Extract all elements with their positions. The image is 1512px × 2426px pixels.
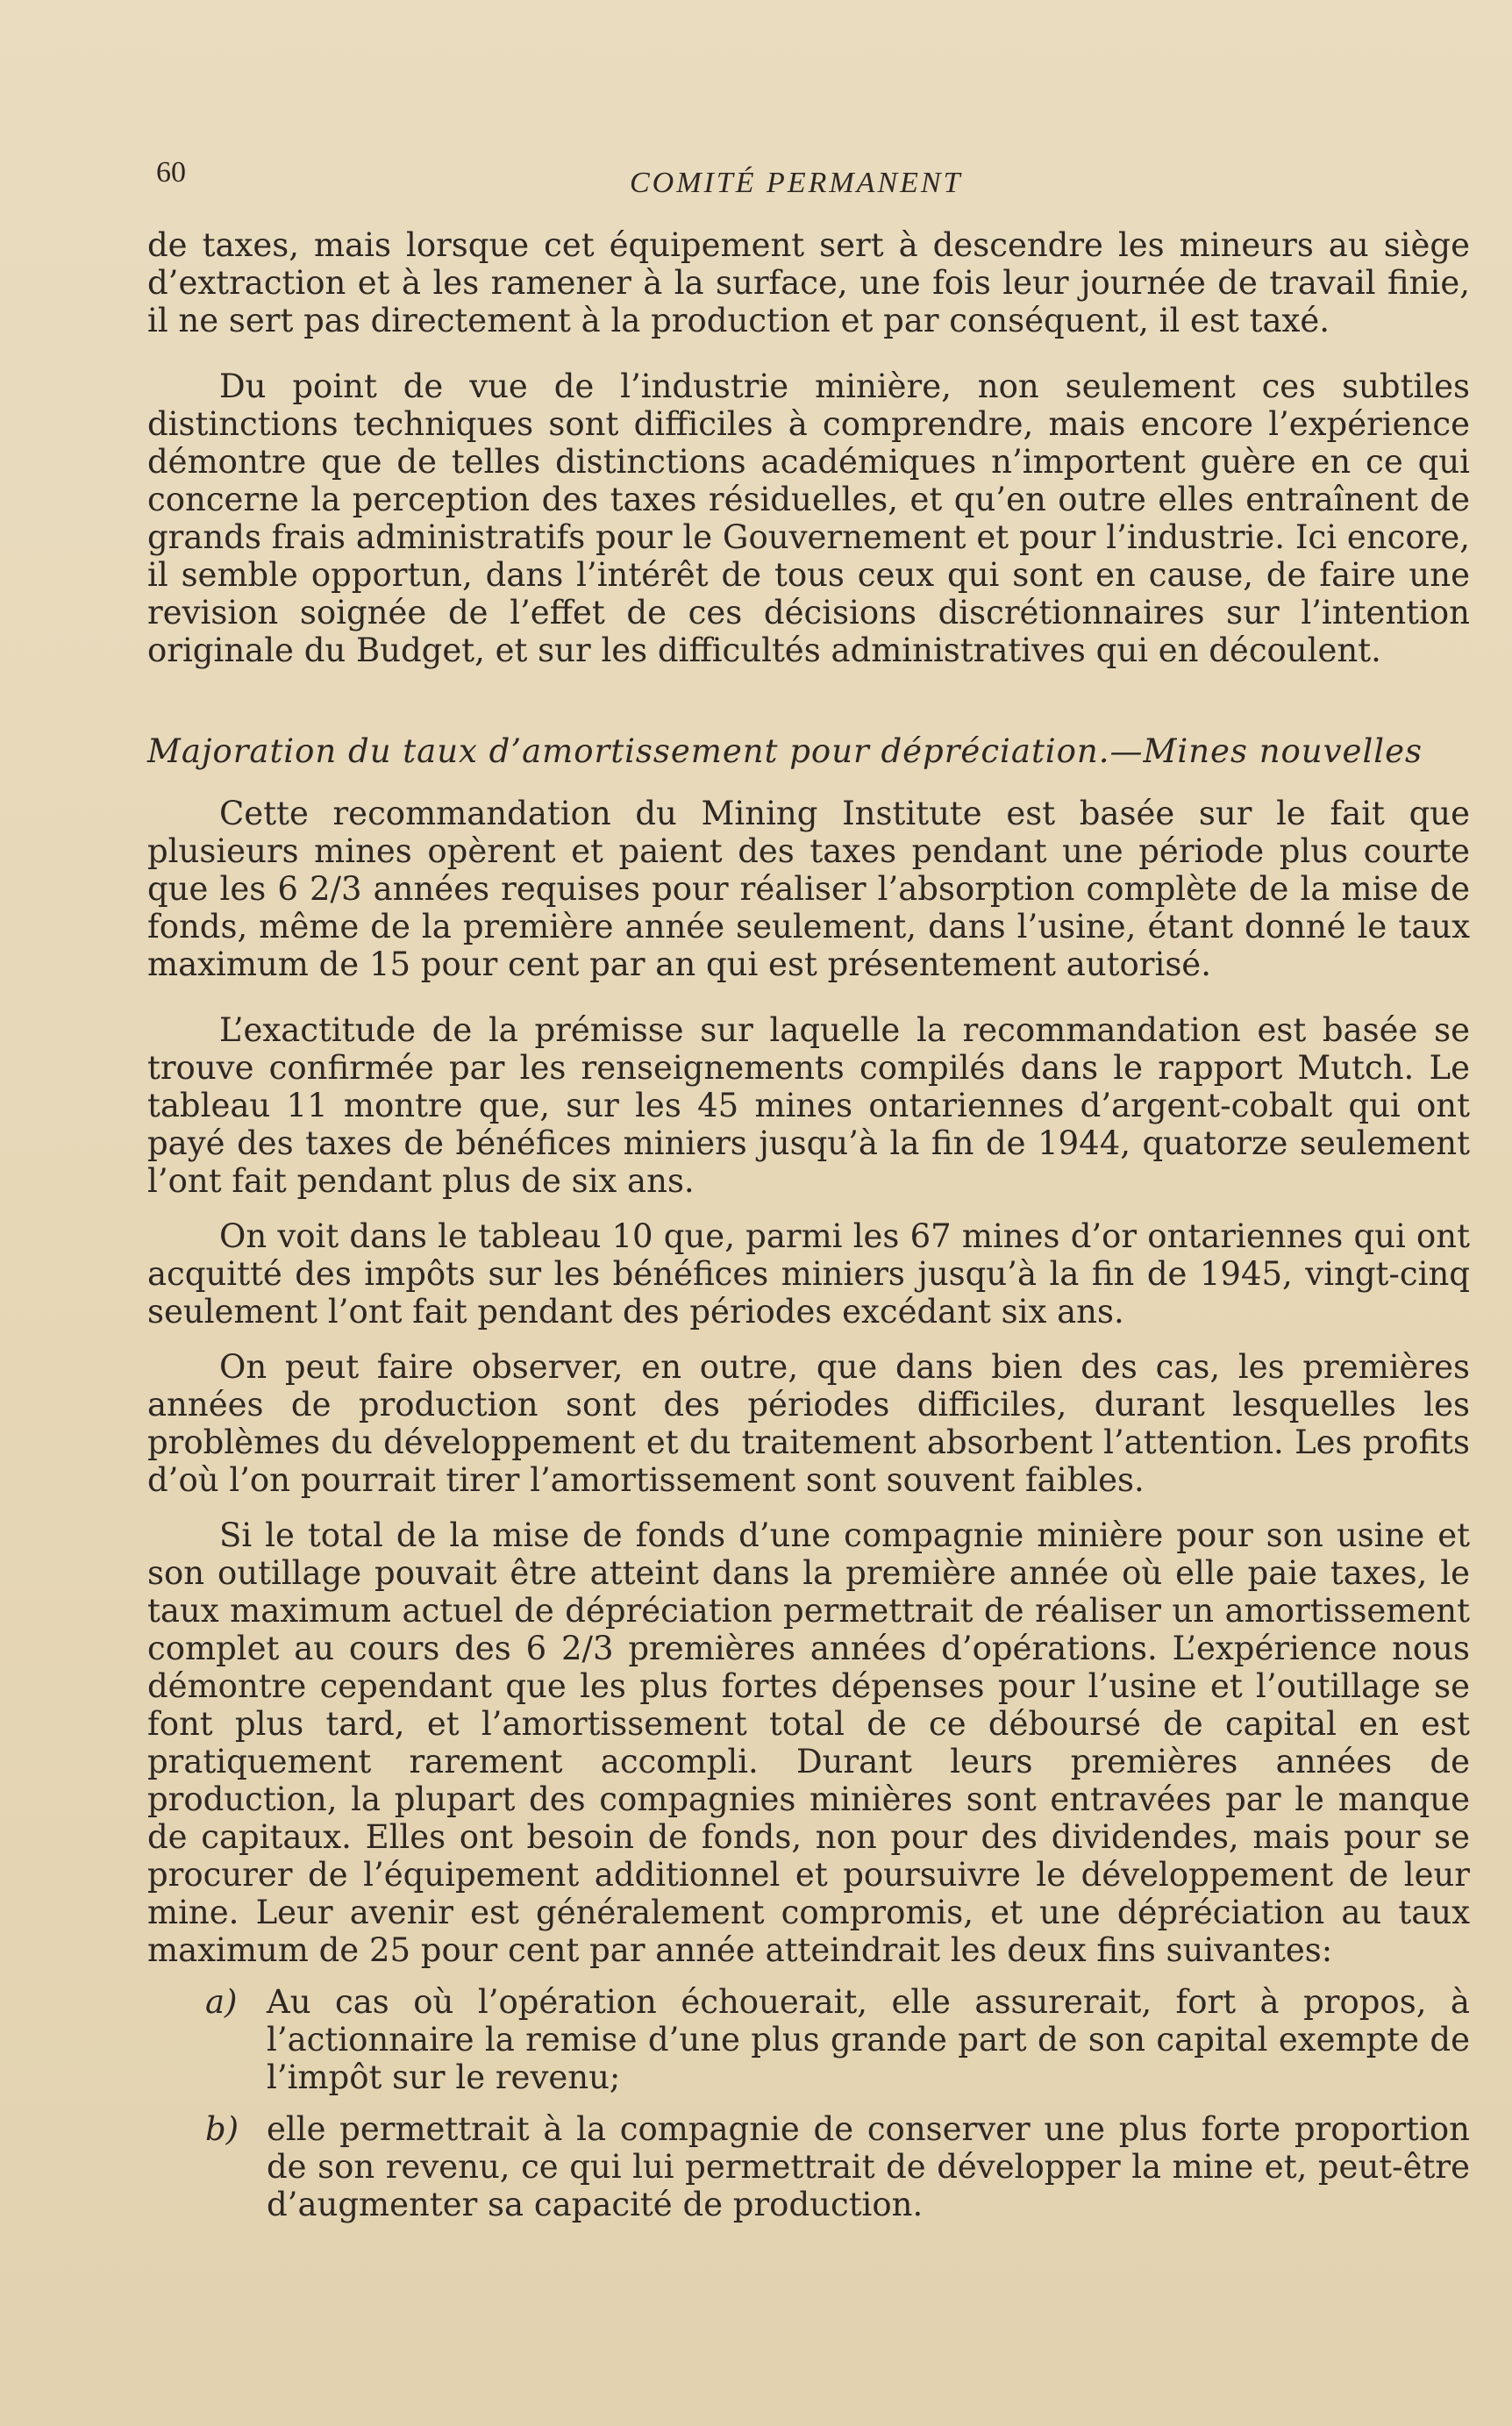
list-text: elle permettrait à la compagnie de conserver une plus forte proportion de son revenu, ce qui lui permettrait de développer la mine et, peut-être d’augmenter sa capacité de production. (267, 2110, 1470, 2223)
list-marker: b) (205, 2110, 239, 2148)
document-body (147, 226, 1470, 2223)
paragraph-5: On voit dans le tableau 10 que, parmi les 67 mines d’or ontariennes qui ont acquitté des impôts sur les bénéfices miniers jusqu’à la fin de 1945, vingt-cinq seulement l’ont fait pendant des périodes excédant six ans. (147, 1217, 1470, 1331)
running-head: COMITÉ PERMANENT (630, 167, 963, 199)
paragraph-3: Cette recommandation du Mining Institute est basée sur le fait que plusieurs mines opèrent et paient des taxes pendant une période plus courte que les 6 2/3 années requises pour réaliser l’absorption complète de la mise de fonds, même de la première année seulement, dans l’usine, étant donné le taux maximum de 15 pour cent par an qui est présentement autorisé. (147, 795, 1470, 983)
section-title: Majoration du taux d’amortissement pour dépréciation.—Mines nouvelles (147, 732, 1423, 770)
paragraph-7: Si le total de la mise de fonds d’une compagnie minière pour son usine et son outillage pouvait être atteint dans la première année où elle paie taxes, le taux maximum actuel de dépréciation permettrait de réaliser un amortissement complet au cours des 6 2/3 premières années d’opérations. L’expérience nous démontre cependant que les plus fortes dépenses pour l’usine et l’outillage se font plus tard, et l’amortissement total de ce déboursé de capital en est pratiquement rarement accompli. Durant leurs premières années de production, la plupart des compagnies minières sont entravées par le manque de capitaux. Elles ont besoin de fonds, non pour des dividendes, mais pour se procurer de l’équipement additionnel et poursuivre le développement de leur mine. Leur avenir est généralement compromis, et une dépréciation au taux maximum de 25 pour cent par année atteindrait les deux fins suivantes: (147, 1516, 1470, 1969)
paragraph-2: Du point de vue de l’industrie minière, non seulement ces subtiles distinctions techniques sont difficiles à comprendre, mais encore l’expérience démontre que de telles distinctions académiques n’importent guère en ce qui concerne la perception des taxes résiduelles, et qu’en outre elles entraînent de grands frais administratifs pour le Gouvernement et pour l’industrie. Ici encore, il semble opportun, dans l’intérêt de tous ceux qui sont en cause, de faire une revision soignée de l’effet de ces décisions discrétionnaires sur l’intention originale du Budget, et sur les difficultés administratives qui en découlent. (147, 367, 1470, 669)
list-text: Au cas où l’opération échouerait, elle assurerait, fort à propos, à l’actionnaire la remise d’une plus grande part de son capital exempte de l’impôt sur le revenu; (267, 1983, 1470, 2096)
page-number: 60 (156, 156, 186, 189)
paragraph-6: On peut faire observer, en outre, que dans bien des cas, les premières années de production sont des périodes difficiles, durant lesquelles les problèmes du développement et du traitement absorbent l’attention. Les profits d’où l’on pourrait tirer l’amortissement sont souvent faibles. (147, 1348, 1470, 1499)
list-marker: a) (205, 1983, 238, 2021)
paragraph-4: L’exactitude de la prémisse sur laquelle la recommandation est basée se trouve confirmée par les renseignements compilés dans le rapport Mutch. Le tableau 11 montre que, sur les 45 mines ontariennes d’argent-cobalt qui ont payé des taxes de bénéfices miniers jusqu’à la fin de 1944, quatorze seulement l’ont fait pendant plus de six ans. (147, 1011, 1470, 1200)
list-item-b (147, 2110, 1470, 2223)
paragraph-1: de taxes, mais lorsque cet équipement sert à descendre les mineurs au siège d’extraction et à les ramener à la surface, une fois leur journée de travail finie, il ne sert pas directement à la production et par conséquent, il est taxé. (147, 226, 1470, 339)
list-item-a (147, 1983, 1470, 2096)
page-header (156, 156, 1384, 209)
